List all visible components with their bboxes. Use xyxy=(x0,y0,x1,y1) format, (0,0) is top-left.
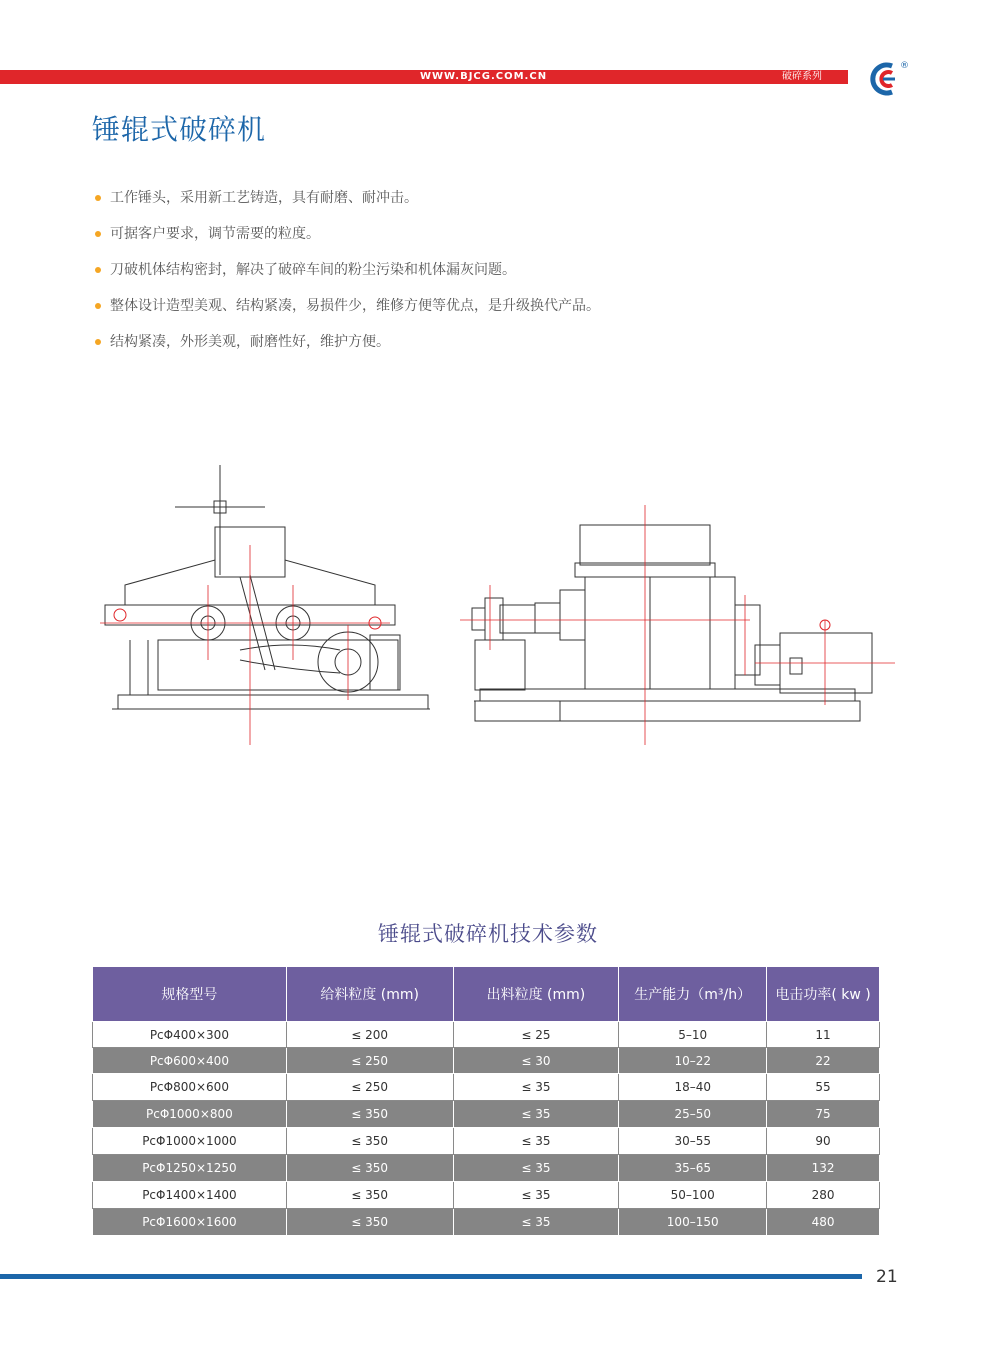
table-row: PcΦ400×300 ≤ 200 ≤ 25 5–10 11 xyxy=(93,1022,880,1048)
feature-item: 刀破机体结构密封，解决了破碎车间的粉尘污染和机体漏灰问题。 xyxy=(92,258,600,294)
side-view-drawing xyxy=(460,505,895,745)
header-feed-size: 给料粒度 (mm) xyxy=(286,967,453,1022)
feature-list xyxy=(92,186,600,366)
bullet-icon xyxy=(95,339,101,345)
table-header-row xyxy=(93,967,880,1022)
feature-item: 结构紧凑，外形美观，耐磨性好，维护方便。 xyxy=(92,330,600,366)
table-row: PcΦ1000×1000 ≤ 350 ≤ 35 30–55 90 xyxy=(93,1128,880,1155)
header-power: 电击功率( kw ) xyxy=(767,967,880,1022)
header-output-size: 出料粒度 (mm) xyxy=(453,967,619,1022)
front-view-drawing xyxy=(100,465,430,745)
spec-table xyxy=(92,966,880,1236)
footer-blue-bar xyxy=(0,1274,862,1279)
series-label: 破碎系列 xyxy=(782,71,822,82)
table-row: PcΦ1600×1600 ≤ 350 ≤ 35 100–150 480 xyxy=(93,1209,880,1236)
table-title: 锤辊式破碎机技术参数 xyxy=(378,922,598,946)
bullet-icon xyxy=(95,195,101,201)
header-capacity: 生产能力（m³/h） xyxy=(619,967,767,1022)
table-row: PcΦ1400×1400 ≤ 350 ≤ 35 50–100 280 xyxy=(93,1182,880,1209)
feature-item: 工作锤头，采用新工艺铸造，具有耐磨、耐冲击。 xyxy=(92,186,600,222)
feature-item: 整体设计造型美观、结构紧凑，易损件少，维修方便等优点，是升级换代产品。 xyxy=(92,294,600,330)
bullet-icon xyxy=(95,303,101,309)
page-title: 锤辊式破碎机 xyxy=(92,113,267,146)
header-model: 规格型号 xyxy=(93,967,287,1022)
page-number: 21 xyxy=(876,1267,898,1287)
table-row: PcΦ800×600 ≤ 250 ≤ 35 18–40 55 xyxy=(93,1074,880,1101)
crusher-technical-drawing xyxy=(90,455,910,785)
table-row: PcΦ1000×800 ≤ 350 ≤ 35 25–50 75 xyxy=(93,1101,880,1128)
registered-mark: ® xyxy=(900,61,909,71)
feature-item: 可据客户要求，调节需要的粒度。 xyxy=(92,222,600,258)
table-row: PcΦ600×400 ≤ 250 ≤ 30 10–22 22 xyxy=(93,1048,880,1074)
bullet-icon xyxy=(95,267,101,273)
company-logo-icon xyxy=(866,58,912,98)
bullet-icon xyxy=(95,231,101,237)
website-url: WWW.BJCG.COM.CN xyxy=(420,71,548,82)
table-row: PcΦ1250×1250 ≤ 350 ≤ 35 35–65 132 xyxy=(93,1155,880,1182)
